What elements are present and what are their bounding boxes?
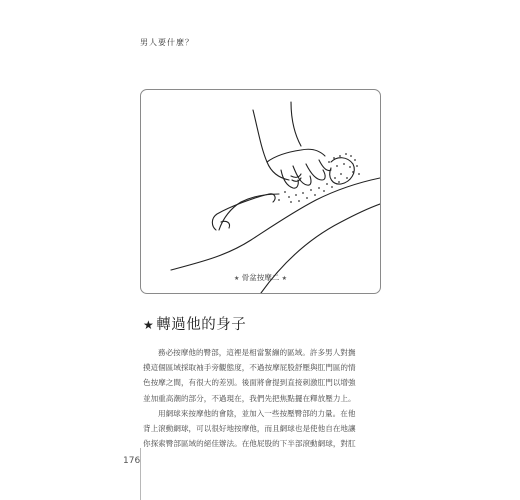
illustration-frame: [140, 89, 381, 294]
section-heading: [143, 313, 246, 334]
caption-label: 骨盆按摩二: [241, 273, 280, 282]
paragraph-2: [143, 406, 383, 452]
body-line: 務必按摩他的臀部，這裡是相當緊繃的區域。許多男人對撫: [158, 348, 356, 357]
caption-star-end-icon: ★: [281, 275, 288, 282]
paragraph-1: [143, 345, 383, 406]
body-line: 背上滾動網球，可以很好地按摩他，而且網球也是使他自在地讓: [143, 424, 356, 434]
caption-star-icon: ★: [233, 275, 240, 282]
running-header: 男人要什麼？: [140, 38, 194, 47]
body-line: 色按摩之間，有很大的差別。後面將會提到直接刺激肛門以增強: [143, 378, 356, 388]
body-line: 你探索臀部區域的絕佳辦法。在他屁股的下半部滾動網球，對肛: [143, 439, 356, 449]
heading-text: 轉過他的身子: [156, 317, 247, 333]
body-line: 用網球來按摩他的會陰，並加入一些按壓臀部的力量。在他: [158, 408, 356, 418]
page-number: 176: [123, 456, 141, 466]
heading-star-icon: ★: [143, 318, 155, 332]
massage-illustration: [141, 90, 380, 293]
body-line: 摸這個區域採取袖手旁觀態度，不過按摩屁股舒壓與肛門區的情: [143, 363, 356, 373]
body-text: [143, 345, 383, 451]
illustration-caption: [141, 272, 380, 283]
body-line: 並加重高潮的部分，不過現在，我們先把焦點擺在釋放壓力上。: [143, 393, 356, 403]
